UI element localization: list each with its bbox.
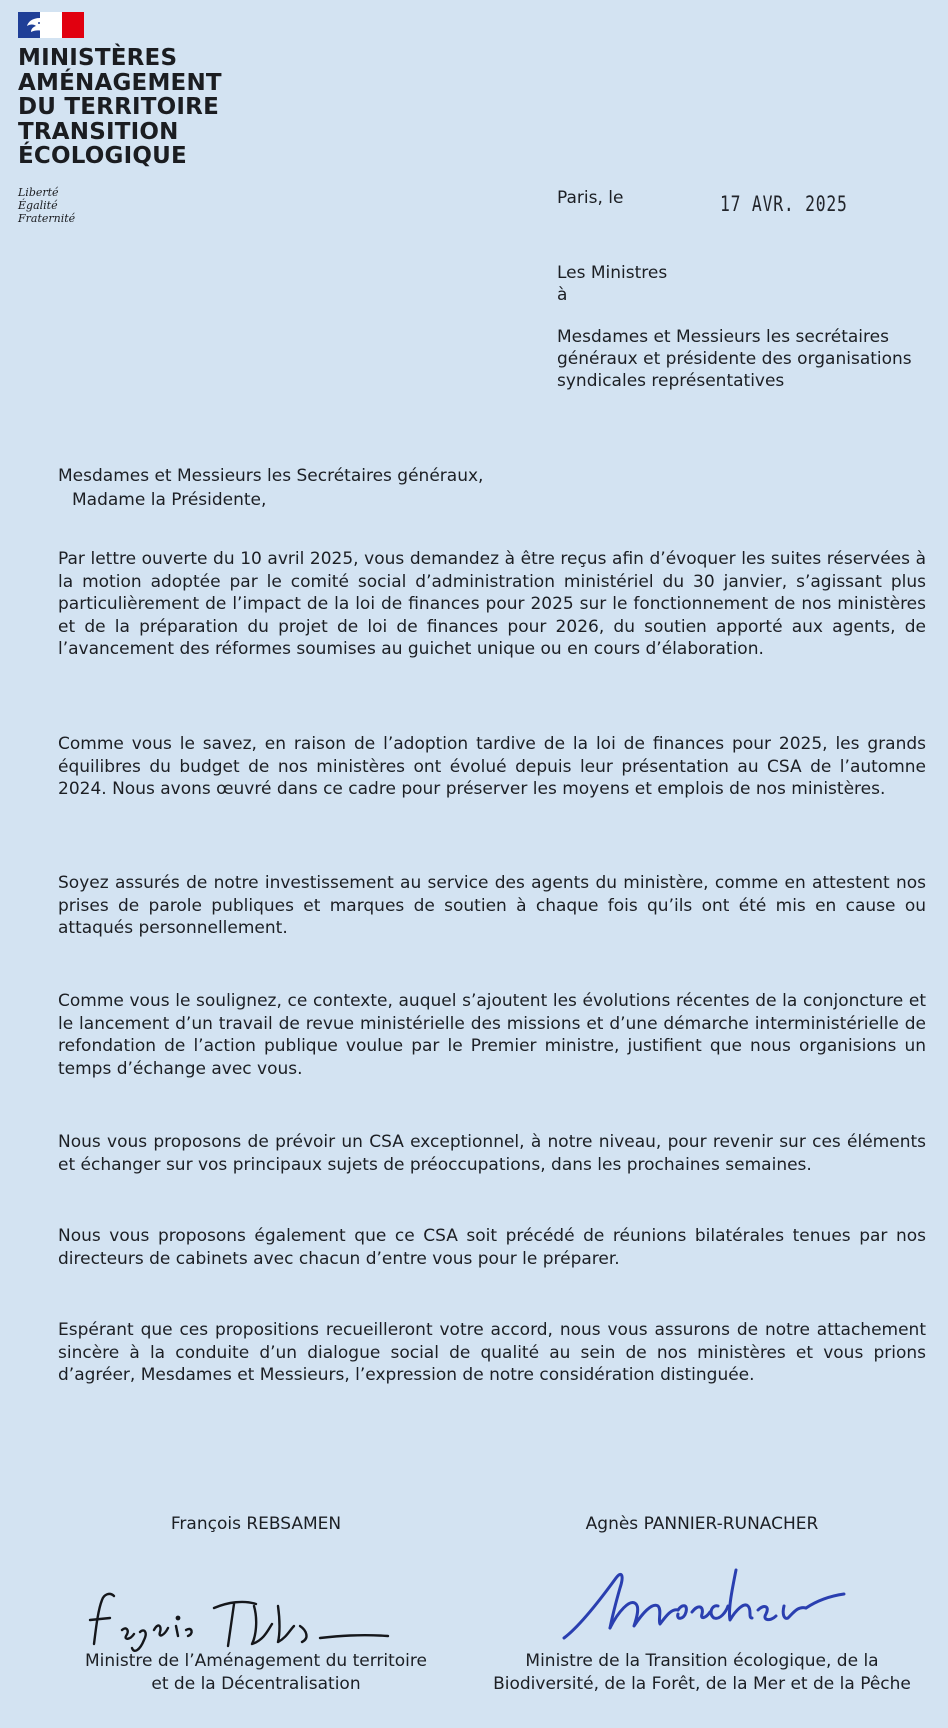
sender-line: Les Ministres <box>557 263 668 283</box>
ministry-line: MINISTÈRES <box>18 45 178 71</box>
signer-title-line: Ministre de l’Aménagement du territoire <box>85 1651 427 1671</box>
signature-pannier-runacher-image <box>560 1560 880 1650</box>
date-stamp: 17 AVR. 2025 <box>720 192 848 216</box>
addressee-line: syndicales représentatives <box>557 371 785 391</box>
motto-line: Fraternité <box>18 212 76 225</box>
body-paragraph: Nous vous proposons de prévoir un CSA exceptionnel, à notre niveau, pour revenir sur ces éléments et échanger sur vos principaux sujets de préoccupations, dans les prochaines semaines. <box>58 1132 926 1175</box>
ministry-line: DU TERRITOIRE <box>18 94 219 120</box>
signer-title-line: et de la Décentralisation <box>151 1674 361 1694</box>
signer-name-pannier-runacher: Agnès PANNIER-RUNACHER <box>585 1514 819 1534</box>
salutation-line: Madame la Présidente, <box>72 490 267 510</box>
salutation <box>58 464 483 512</box>
motto-line: Égalité <box>18 199 58 212</box>
motto-line: Liberté <box>18 186 59 199</box>
republic-motto <box>18 186 75 225</box>
to-line: à <box>557 285 568 305</box>
ministry-name <box>18 46 258 169</box>
recipient-block <box>557 262 937 392</box>
ministry-line: AMÉNAGEMENT <box>18 69 222 96</box>
signer-title-pannier-runacher <box>482 1650 922 1696</box>
signature-rebsamen-image <box>88 1586 408 1656</box>
place-label: Paris, le <box>557 188 624 208</box>
ministry-line: TRANSITION <box>18 118 179 145</box>
body-paragraph: Espérant que ces propositions recueilleront votre accord, nous vous assurons de notre attachement sincère à la conduite d’un dialogue social de qualité au sein de nos ministères et vous prions d’agréer, Mesdames et Messieurs, l’expression de notre considération distinguée. <box>58 1320 926 1386</box>
body-paragraph: Comme vous le soulignez, ce contexte, auquel s’ajoutent les évolutions récentes de la conjoncture et le lancement d’un travail de revue ministérielle des missions et d’une démarche interministérielle de refondation de l’action publique voulue par le Premier ministre, justifient que nous organisions un temps d’échange avec vous. <box>58 991 926 1079</box>
addressee-line: généraux et présidente des organisations <box>557 349 912 369</box>
body-paragraph: Nous vous proposons également que ce CSA soit précédé de réunions bilatérales tenues par nos directeurs de cabinets avec chacun d’entre vous pour le préparer. <box>58 1226 926 1269</box>
signer-title-line: Biodiversité, de la Forêt, de la Mer et de la Pêche <box>493 1674 911 1694</box>
signer-title-rebsamen <box>36 1650 476 1696</box>
republic-flag-logo <box>18 12 84 38</box>
body-paragraph: Comme vous le savez, en raison de l’adoption tardive de la loi de finances pour 2025, les grands équilibres du budget de nos ministères ont évolué depuis leur présentation au CSA de l’automne 2024. Nous avons œuvré dans ce cadre pour préserver les moyens et emplois de nos ministères. <box>58 734 926 800</box>
body-paragraph: Par lettre ouverte du 10 avril 2025, vous demandez à être reçus afin d’évoquer les suites réservées à la motion adoptée par le comité social d’administration ministériel du 30 janvier, s’agissant plus particulièrement de l’impact de la loi de finances pour 2025 sur le fonctionnement de nos ministères et de la préparation du projet de loi de finances pour 2026, du soutien apporté aux agents, de l’avancement des réformes soumises au guichet unique ou en cours d’élaboration. <box>58 549 926 660</box>
signer-name-rebsamen: François REBSAMEN <box>170 1514 342 1534</box>
addressee-line: Mesdames et Messieurs les secrétaires <box>557 327 889 347</box>
body-paragraph: Soyez assurés de notre investissement au service des agents du ministère, comme en attestent nos prises de parole publiques et marques de soutien à chaque fois qu’ils ont été mis en cause ou attaqués personnellement. <box>58 873 926 939</box>
signer-title-line: Ministre de la Transition écologique, de la <box>525 1651 879 1671</box>
salutation-line: Mesdames et Messieurs les Secrétaires généraux, <box>58 466 484 486</box>
ministry-line: ÉCOLOGIQUE <box>18 143 187 169</box>
marianne-icon <box>22 16 48 34</box>
